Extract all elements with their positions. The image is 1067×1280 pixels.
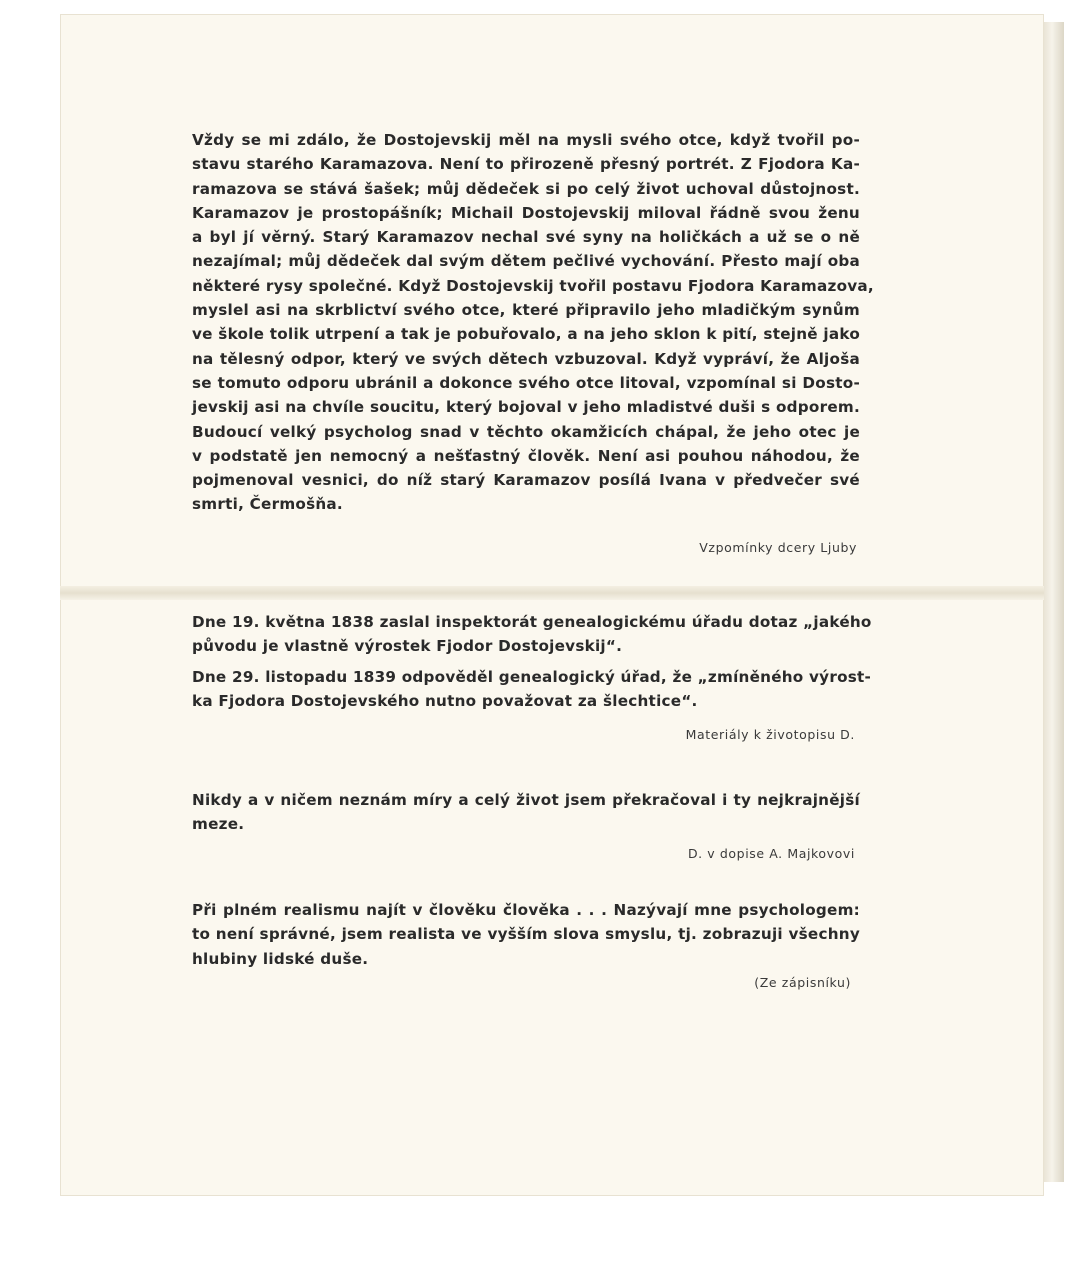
- text-line: původu je vlastně výrostek Fjodor Dostojevskij“.: [192, 637, 623, 656]
- memoir-paragraph: [192, 128, 874, 517]
- source-citation: Vzpomínky dcery Ljuby: [699, 540, 857, 555]
- text-line: nezajímal; můj dědeček dal svým dětem pečlivé vychování. Přesto mají oba: [192, 252, 860, 271]
- page-edge: [1044, 22, 1064, 1182]
- text-line: Při plném realismu najít v člověku člověka . . . Nazývají mne psychologem:: [192, 901, 860, 919]
- text-line: Vždy se mi zdálo, že Dostojevskij měl na mysli svého otce, když tvořil po-: [192, 131, 860, 149]
- text-line: pojmenoval vesnici, do níž starý Karamazov posílá Ivana v předvečer své: [192, 471, 860, 490]
- text-line: meze.: [192, 815, 245, 834]
- paper-fold: [60, 586, 1044, 600]
- text-line: ve škole tolik utrpení a tak je pobuřovalo, a na jeho sklon k pití, stejně jako: [192, 325, 860, 344]
- text-line: stavu starého Karamazova. Není to přirozeně přesný portrét. Z Fjodora Ka-: [192, 155, 860, 174]
- text-line: Dne 29. listopadu 1839 odpověděl genealogický úřad, že „zmíněného výrost-: [192, 667, 872, 686]
- text-line: v podstatě jen nemocný a nešťastný člověk. Není asi pouhou náhodou, že: [192, 446, 860, 465]
- text-line: Nikdy a v ničem neznám míry a celý život jsem překračoval i ty nejkrajnější: [192, 791, 860, 809]
- letter-quote: [192, 788, 860, 837]
- text-line: ramazova se stává šašek; můj dědeček si po celý život uchoval důstojnost.: [192, 179, 860, 198]
- text-line: to není správné, jsem realista ve vyšším slova smyslu, tj. zobrazuji všechny: [192, 925, 860, 944]
- archive-paragraph: [192, 610, 872, 713]
- source-citation: Materiály k životopisu D.: [685, 727, 855, 742]
- notebook-quote: [192, 898, 860, 971]
- source-citation: D. v dopise A. Majkovovi: [687, 846, 855, 861]
- text-line: Dne 19. května 1838 zaslal inspektorát genealogickému úřadu dotaz „jakého: [192, 613, 872, 631]
- text-line: jevskij asi na chvíle soucitu, který bojoval v jeho mladistvé duši s odporem.: [192, 398, 860, 417]
- text-line: hlubiny lidské duše.: [192, 949, 369, 968]
- text-line: ka Fjodora Dostojevského nutno považovat za šlechtice“.: [192, 691, 698, 710]
- text-line: a byl jí věrný. Starý Karamazov nechal své syny na holičkách a už se o ně: [192, 228, 860, 247]
- text-line: Budoucí velký psycholog snad v těchto okamžicích chápal, že jeho otec je: [192, 422, 860, 441]
- text-line: na tělesný odpor, který ve svých dětech vzbuzoval. Když vypráví, že Aljoša: [192, 349, 860, 368]
- text-line: Karamazov je prostopášník; Michail Dostojevskij miloval řádně svou ženu: [192, 203, 860, 222]
- text-line: smrti, Čermošňa.: [192, 495, 343, 514]
- source-citation: (Ze zápisníku): [754, 975, 851, 990]
- text-line: se tomuto odporu ubránil a dokonce svého otce litoval, vzpomínal si Dosto-: [192, 373, 860, 392]
- text-line: myslel asi na skrblictví svého otce, které připravilo jeho mladičkým synům: [192, 301, 860, 320]
- text-line: některé rysy společné. Když Dostojevskij tvořil postavu Fjodora Karamazova,: [192, 276, 874, 295]
